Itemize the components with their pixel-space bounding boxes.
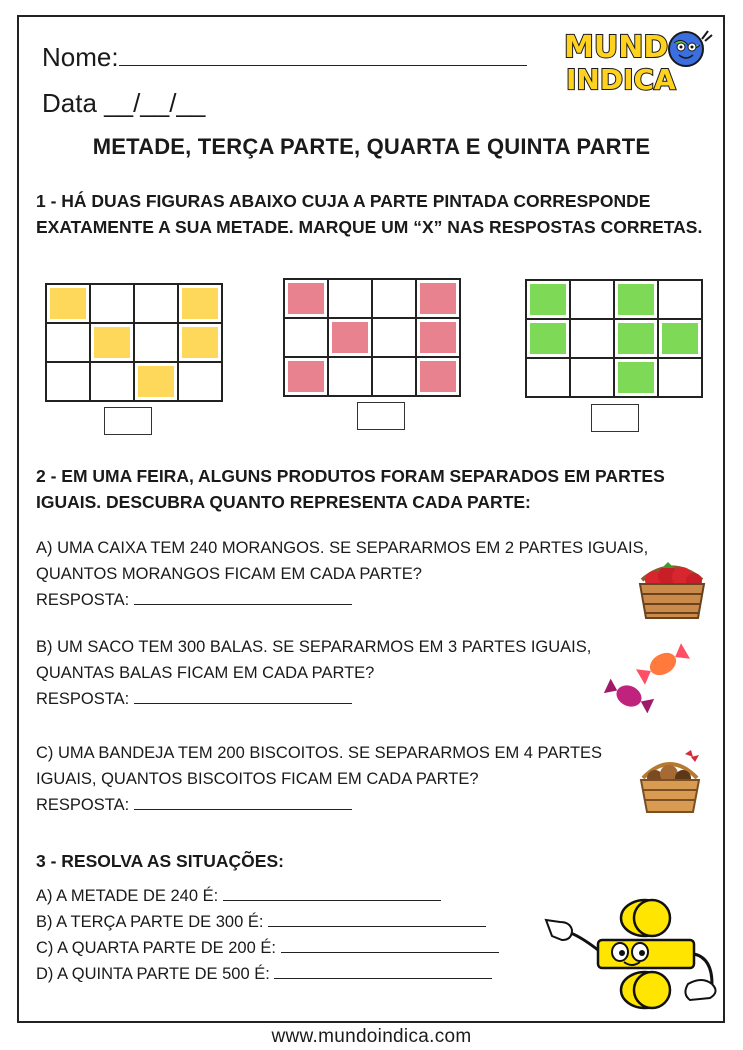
grid-cell [134,323,178,362]
figure-3-answer-box[interactable] [591,404,639,432]
name-field[interactable] [42,42,527,73]
figure-1-grid [45,283,223,402]
answer-line[interactable] [281,952,499,953]
grid-cell [284,318,328,357]
question-2c-line-2: IGUAIS, QUANTOS BISCOITOS FICAM EM CADA PARTE? [36,770,479,788]
question-3c-label: C) A QUARTA PARTE DE 200 É: [36,939,276,957]
grid-cell [46,323,90,362]
grid-cell [178,362,222,401]
grid-cell-filled [416,279,460,318]
grid-cell [658,280,702,319]
grid-cell [46,362,90,401]
answer-line[interactable] [268,926,486,927]
grid-cell [570,319,614,358]
answer-label: RESPOSTA: [36,796,130,814]
answer-line[interactable] [223,900,441,901]
grid-cell [90,284,134,323]
grid-cell-filled [284,357,328,396]
question-3d-label: D) A QUINTA PARTE DE 500 É: [36,965,270,983]
cookie-basket-icon [635,748,705,821]
grid-cell-filled [416,318,460,357]
grid-cell-filled [134,362,178,401]
answer-2a[interactable] [36,587,716,613]
grid-cell [134,284,178,323]
name-label: Nome: [42,42,119,72]
grid-cell-filled [284,279,328,318]
answer-label: RESPOSTA: [36,591,130,609]
question-3: 3 - RESOLVA AS SITUAÇÕES: [36,851,284,871]
question-2c [36,740,716,818]
question-2: 2 - EM UMA FEIRA, ALGUNS PRODUTOS FORAM SEPARADOS EM PARTES IGUAIS. DESCUBRA QUANTO REPRESENTA CADA PARTE: [36,466,665,512]
grid-cell-filled [178,284,222,323]
figure-2-grid [283,278,461,397]
candy-icon [603,640,695,725]
logo-graphic [562,27,722,97]
grid-cell-filled [328,318,372,357]
question-2a-line-1: A) UMA CAIXA TEM 240 MORANGOS. SE SEPARARMOS EM 2 PARTES IGUAIS, [36,539,649,557]
grid-cell-filled [416,357,460,396]
grid-cell [658,358,702,397]
footer-url[interactable]: www.mundoindica.com [271,1026,472,1047]
page-title: METADE, TERÇA PARTE, QUARTA E QUINTA PARTE [92,134,651,159]
grid-cell [372,279,416,318]
question-2b-line-2: QUANTAS BALAS FICAM EM CADA PARTE? [36,664,375,682]
grid-cell-filled [614,280,658,319]
answer-2c[interactable] [36,792,716,818]
strawberry-basket-icon [632,550,712,627]
grid-cell [570,358,614,397]
answer-line[interactable] [134,703,352,704]
grid-cell [570,280,614,319]
division-mascot-icon [540,898,722,1017]
grid-cell [328,279,372,318]
svg-text:INDICA: INDICA [566,63,676,96]
grid-cell-filled [46,284,90,323]
answer-label: RESPOSTA: [36,690,130,708]
answer-line[interactable] [274,978,492,979]
grid-cell [526,358,570,397]
answer-line[interactable] [134,604,352,605]
grid-cell [328,357,372,396]
name-line[interactable] [119,65,527,66]
grid-cell-filled [614,319,658,358]
question-2a [36,535,716,613]
figure-2-answer-box[interactable] [357,402,405,430]
grid-cell [372,357,416,396]
question-3a-label: A) A METADE DE 240 É: [36,887,219,905]
grid-cell-filled [526,319,570,358]
question-2c-line-1: C) UMA BANDEJA TEM 200 BISCOITOS. SE SEPARARMOS EM 4 PARTES [36,744,603,762]
answer-line[interactable] [134,809,352,810]
grid-cell-filled [90,323,134,362]
grid-cell-filled [526,280,570,319]
grid-cell-filled [658,319,702,358]
question-2a-line-2: QUANTOS MORANGOS FICAM EM CADA PARTE? [36,565,422,583]
grid-cell [372,318,416,357]
grid-cell [90,362,134,401]
grid-cell-filled [178,323,222,362]
question-2b-line-1: B) UM SACO TEM 300 BALAS. SE SEPARARMOS EM 3 PARTES IGUAIS, [36,638,592,656]
figure-3-grid [525,279,703,398]
svg-text:MUND: MUND [564,30,669,65]
date-label: Data __/__/__ [42,88,206,118]
question-1: 1 - HÁ DUAS FIGURAS ABAIXO CUJA A PARTE PINTADA CORRESPONDE EXATAMENTE A SUA METADE. MARQUE UM “X” NAS RESPOSTAS CORRETAS. [36,191,703,237]
logo [562,27,722,97]
figure-1-answer-box[interactable] [104,407,152,435]
question-3b-label: B) A TERÇA PARTE DE 300 É: [36,913,264,931]
grid-cell-filled [614,358,658,397]
